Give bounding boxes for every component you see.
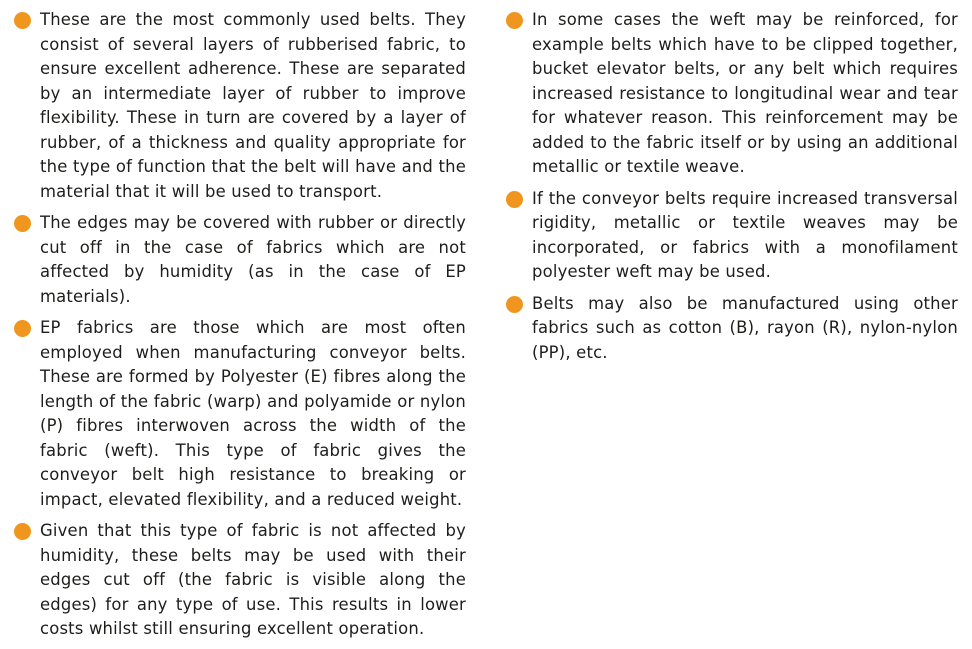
bullet-item (14, 316, 466, 512)
bullet-text: If the conveyor belts require increased transversal rigidity, metallic or textile weaves may be incorporated, or fabrics with a monofilament polyester weft may be used. (532, 188, 958, 281)
bullet-text: These are the most commonly used belts. They consist of several layers of rubberised fabric, to ensure excellent adherence. These are separated by an intermediate layer of rubber to improve flexibility. These in turn are covered by a layer of rubber, of a thickness and quality appropriate for the type of function that the belt will have and the material that it will be used to transport. (40, 10, 466, 201)
right-column (506, 8, 958, 372)
bullet-text: Given that this type of fabric is not affected by humidity, these belts may be used with their edges cut off (the fabric is visible along the edges) for any type of use. This results in lower costs whilst still ensuring excellent operation. (40, 521, 466, 638)
bullet-text: Belts may also be manufactured using other fabrics such as cotton (B), rayon (R), nylon-nylon (PP), etc. (532, 293, 958, 362)
bullet-item (506, 187, 958, 285)
bullet-item (506, 292, 958, 366)
bullet-item (506, 8, 958, 180)
orange-dot-bullet-icon (14, 320, 31, 337)
bullet-item (14, 519, 466, 642)
bullet-text: EP fabrics are those which are most often employed when manufacturing conveyor belts. These are formed by Polyester (E) fibres along the length of the fabric (warp) and polyamide or nylon (P) fibres interwoven across the width of the fabric (weft). This type of fabric gives the conveyor belt high resistance to breaking or impact, elevated flexibility, and a reduced weight. (40, 318, 466, 509)
left-column (14, 8, 466, 649)
bullet-item (14, 8, 466, 204)
orange-dot-bullet-icon (506, 296, 523, 313)
orange-dot-bullet-icon (14, 523, 31, 540)
orange-dot-bullet-icon (14, 12, 31, 29)
bullet-text: In some cases the weft may be reinforced, for example belts which have to be clipped together, bucket elevator belts, or any belt which requires increased resistance to longitudinal wear and tear for whatever reason. This reinforcement may be added to the fabric itself or by using an additional metallic or textile weave. (532, 10, 958, 176)
bullet-text: The edges may be covered with rubber or directly cut off in the case of fabrics which are not affected by humidity (as in the case of EP materials). (40, 213, 466, 306)
orange-dot-bullet-icon (14, 215, 31, 232)
orange-dot-bullet-icon (506, 191, 523, 208)
orange-dot-bullet-icon (506, 12, 523, 29)
bullet-item (14, 211, 466, 309)
